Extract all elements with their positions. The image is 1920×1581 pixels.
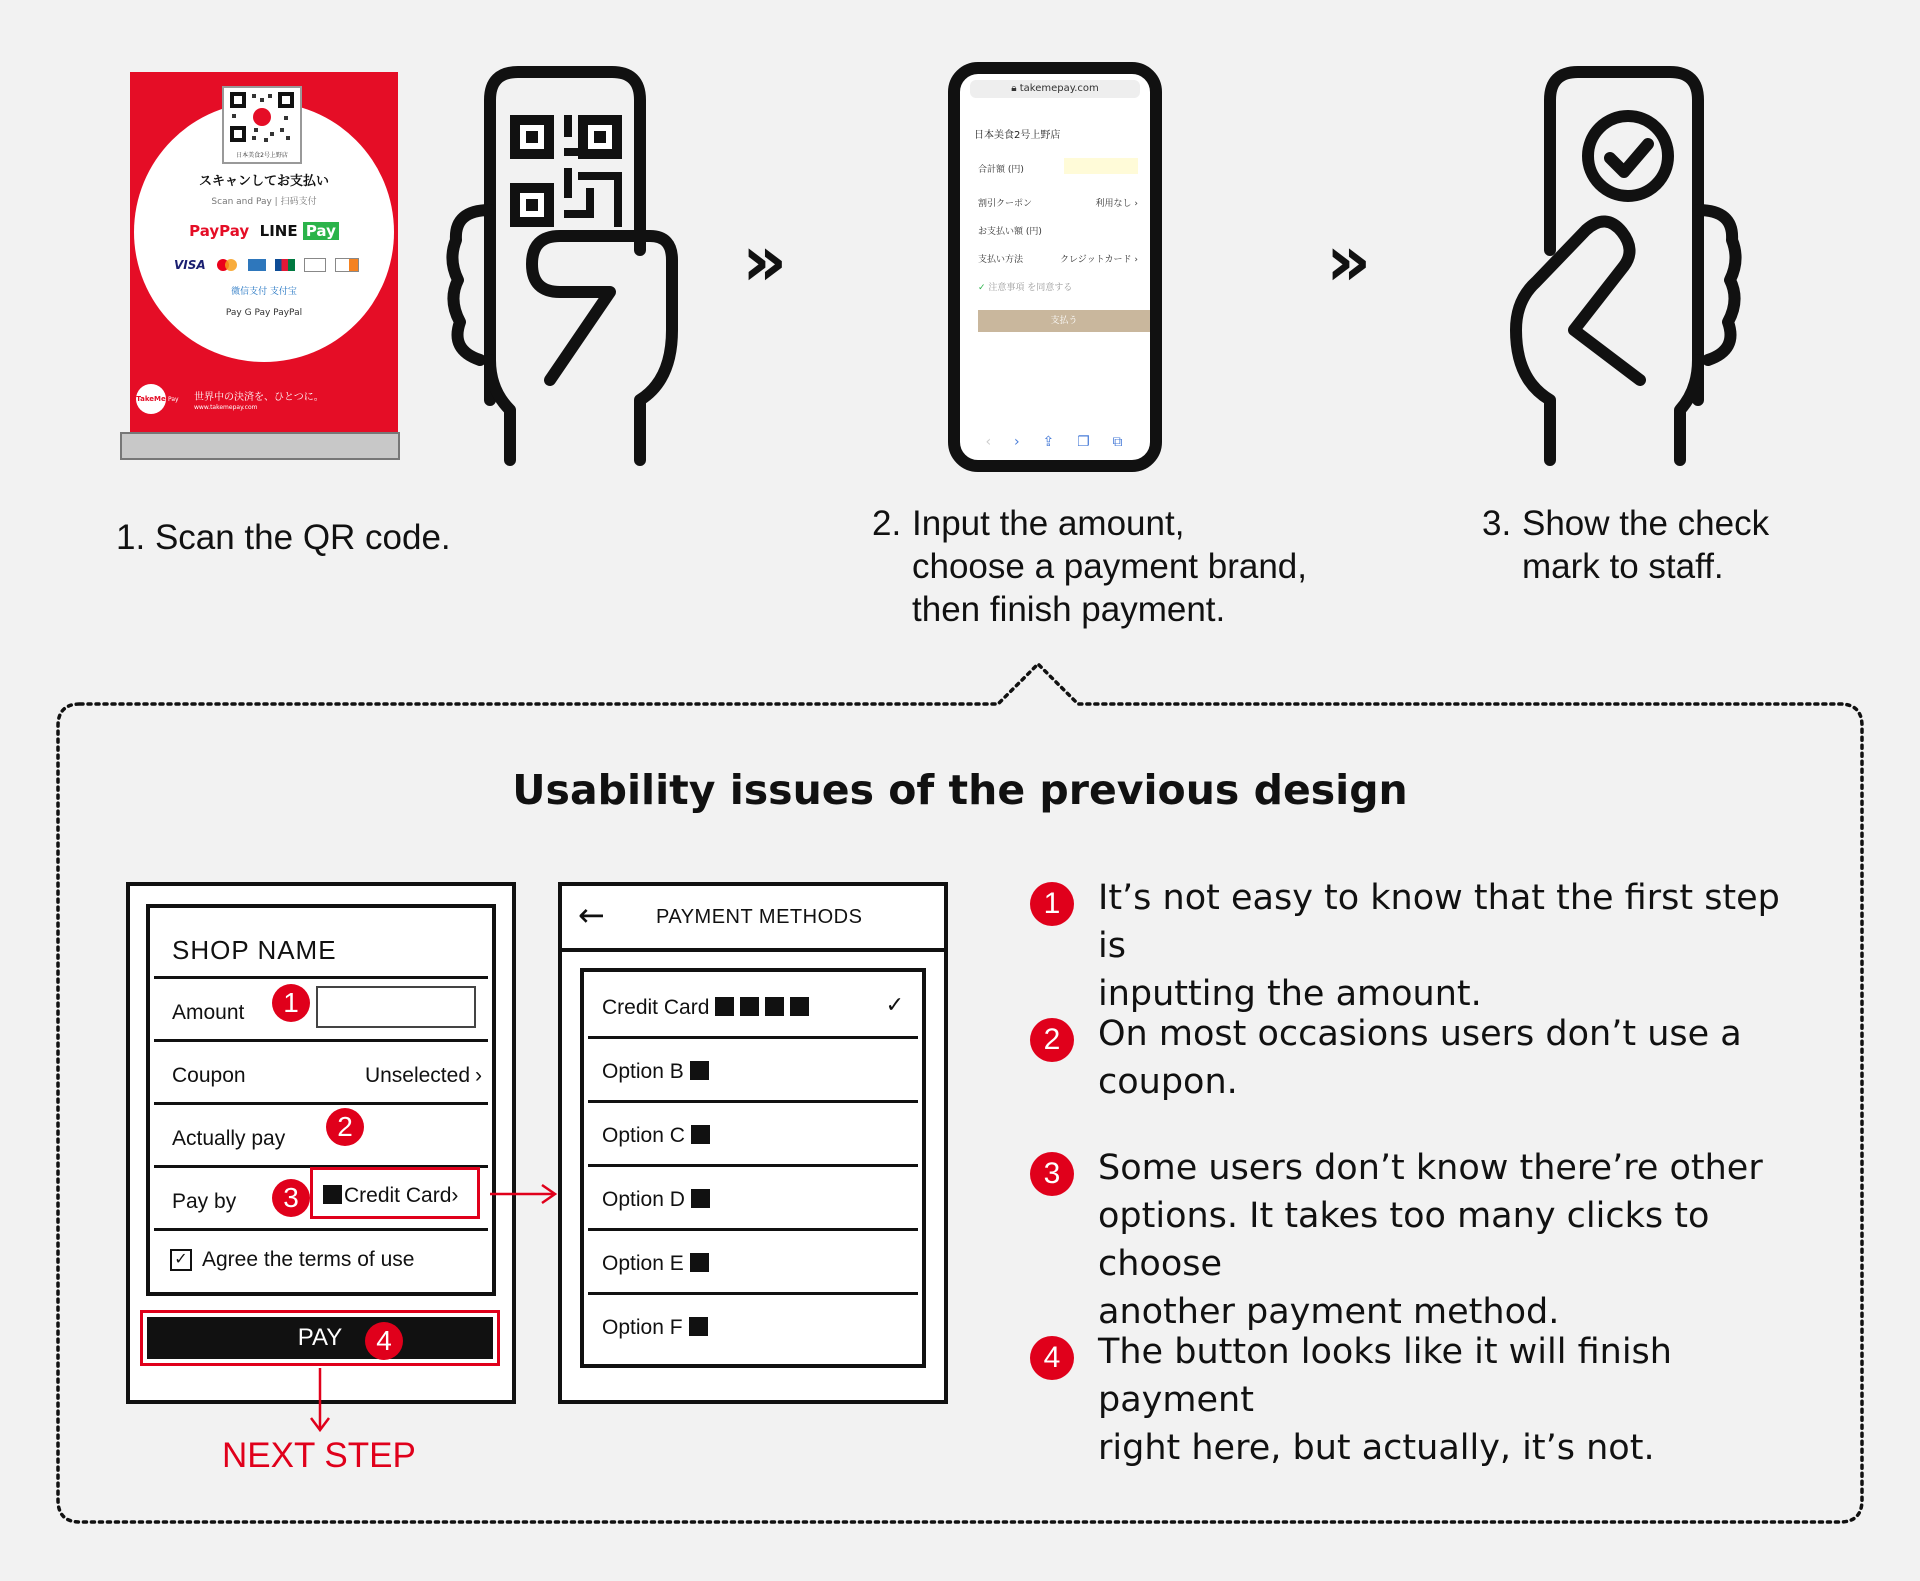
marker-4: 4 [365, 1322, 403, 1360]
standee-footer-text: 世界中の決済を、ひとつに。 [194, 392, 324, 403]
issue-3 [1030, 1144, 1818, 1336]
issue-2-line2: coupon. [1098, 1062, 1238, 1102]
line-logo: LINE [259, 222, 298, 240]
standee-qr-caption: 日本美食2号上野店 [236, 152, 288, 159]
pm-option-b[interactable] [588, 1036, 918, 1103]
step3-line2: mark to staff. [1522, 547, 1724, 586]
next-arrow-1: » [742, 220, 788, 302]
paypay-logo: PayPay [189, 222, 250, 240]
phone-row-label: 支払い方法 [978, 255, 1024, 265]
phone-pay-button[interactable]: 支払う [978, 310, 1150, 332]
wf-amount-row[interactable] [154, 976, 488, 1042]
standee-brands-row3: 微信支付 支付宝 [231, 287, 297, 297]
issue-1-number: 1 [1030, 882, 1074, 926]
wireframe-form-card [146, 904, 496, 1296]
pm-option-label: Option D [602, 1188, 685, 1211]
wf-coupon-label: Coupon [172, 1064, 246, 1087]
chevron-right-icon: › [451, 1184, 459, 1207]
brand-square-icon [689, 1317, 708, 1336]
next-arrow-2: » [1326, 220, 1372, 302]
brand-square-icon [690, 1061, 709, 1080]
standee-headline: スキャンしてお支払い [198, 174, 329, 189]
standee-subtitle: Scan and Pay | 扫码支付 [211, 197, 317, 207]
issue-2-number: 2 [1030, 1018, 1074, 1062]
marker-1: 1 [272, 984, 310, 1022]
wf-pay-by-label: Pay by [172, 1190, 237, 1213]
next-step-label: NEXT STEP [222, 1436, 416, 1475]
issue-2 [1030, 1010, 1818, 1106]
bookmarks-icon[interactable]: ❐ [1077, 434, 1090, 450]
issue-4-number: 4 [1030, 1336, 1074, 1380]
issue-3-line1: Some users don’t know there’re other [1098, 1148, 1763, 1188]
lock-icon: 🔒︎ [1011, 83, 1017, 94]
issue-2-line1: On most occasions users don’t use a [1098, 1014, 1742, 1054]
issue-4-line1: The button looks like it will finish payment [1098, 1332, 1672, 1420]
wf-pay-button[interactable] [147, 1317, 493, 1359]
brand-square-icon [765, 997, 784, 1016]
pm-header [562, 886, 944, 952]
wf-actually-pay-row [154, 1102, 488, 1168]
step1-number: 1. [116, 518, 146, 557]
back-icon[interactable]: ‹ [985, 434, 992, 450]
linepay-badge: Pay [303, 222, 339, 240]
pm-option-label: Option B [602, 1060, 684, 1083]
wf-coupon-row[interactable] [154, 1039, 488, 1105]
phone-shop-name: 日本美食2号上野店 [974, 130, 1061, 141]
issue-4 [1030, 1328, 1818, 1472]
issue-4-line2: right here, but actually, it’s not. [1098, 1428, 1655, 1468]
tabs-icon[interactable]: ⧉ [1112, 434, 1123, 450]
pm-option-e[interactable] [588, 1228, 918, 1295]
checkbox-checked-icon[interactable]: ✓ [170, 1249, 192, 1271]
browser-url: takemepay.com [1019, 83, 1099, 94]
wf-shop-row [154, 908, 488, 979]
brand-square-icon [790, 997, 809, 1016]
step2-line1: Input the amount, [912, 504, 1185, 543]
wf-actually-pay-label: Actually pay [172, 1127, 286, 1150]
issue-3-line2: options. It takes too many clicks to choose [1098, 1196, 1710, 1284]
checkmark-icon: ✓ [885, 992, 904, 1017]
pm-list [580, 968, 926, 1368]
step2-line2: choose a payment brand, [912, 547, 1307, 586]
wf-amount-input[interactable] [316, 986, 476, 1028]
wf-agree-label: Agree the terms of use [202, 1248, 415, 1271]
wf-pay-by-row[interactable] [154, 1165, 488, 1231]
phone-row-label: お支払い額 (円) [978, 227, 1042, 237]
check-icon: ✓ [978, 283, 986, 293]
wf-pay-by-selector[interactable] [310, 1167, 480, 1219]
marker-3: 3 [272, 1179, 310, 1217]
pm-option-credit-card[interactable] [588, 972, 918, 1039]
phone-row-label: 注意事項 を同意する [988, 283, 1073, 293]
wf-pay-label: PAY [297, 1324, 343, 1351]
issues-heading: Usability issues of the previous design [512, 766, 1408, 814]
forward-icon[interactable]: › [1013, 434, 1020, 450]
standee-brands-row4: Pay G Pay PayPal [225, 308, 303, 318]
chevron-right-icon: › [475, 1064, 482, 1087]
pm-option-label: Option C [602, 1124, 685, 1147]
pm-title: PAYMENT METHODS [656, 906, 863, 928]
step2-line3: then finish payment. [912, 590, 1226, 629]
phone-row-label: 割引クーポン [978, 199, 1033, 209]
wf-agree-row[interactable] [170, 1248, 414, 1272]
pm-option-d[interactable] [588, 1164, 918, 1231]
back-arrow-icon[interactable]: ← [578, 896, 605, 934]
pm-option-label: Credit Card [602, 996, 710, 1019]
issue-3-number: 3 [1030, 1152, 1074, 1196]
marker-2: 2 [326, 1108, 364, 1146]
phone-row-value: クレジットカード › [1060, 255, 1138, 265]
step2-number: 2. [872, 504, 902, 543]
visa-logo: VISA [174, 258, 206, 272]
issue-1-line1: It’s not easy to know that the first step is [1098, 878, 1780, 966]
brand-square-icon [323, 1185, 342, 1204]
step3-line1: Show the check [1522, 504, 1770, 543]
standee-footer-url: www.takemepay.com [194, 404, 258, 411]
wf-pay-highlight [140, 1310, 500, 1366]
wf-amount-label: Amount [172, 1001, 245, 1024]
phone-row-value: 利用なし › [1095, 199, 1138, 209]
issue-3-line3: another payment method. [1098, 1292, 1560, 1332]
issue-1-line2: inputting the amount. [1098, 974, 1482, 1014]
takeme-logo: TakeMe [136, 395, 166, 403]
pm-option-f[interactable] [588, 1292, 918, 1356]
pm-option-label: Option F [602, 1316, 683, 1339]
step1-text: Scan the QR code. [154, 518, 451, 557]
pm-option-label: Option E [602, 1252, 684, 1275]
brand-square-icon [715, 997, 734, 1016]
wf-coupon-value: Unselected [364, 1064, 470, 1087]
issue-1 [1030, 874, 1818, 1018]
phone-row-label: 合計額 (円) [978, 165, 1024, 175]
share-icon[interactable]: ⇪ [1042, 434, 1055, 450]
brand-square-icon [691, 1189, 710, 1208]
brand-square-icon [690, 1253, 709, 1272]
takeme-logo-suffix: Pay [168, 396, 179, 403]
pm-option-c[interactable] [588, 1100, 918, 1167]
brand-square-icon [691, 1125, 710, 1144]
wf-shop-name: SHOP NAME [172, 935, 337, 965]
wf-pay-by-value: Credit Card [344, 1184, 452, 1207]
step3-number: 3. [1482, 504, 1512, 543]
brand-square-icon [740, 997, 759, 1016]
wireframe-payment-methods [558, 882, 948, 1404]
